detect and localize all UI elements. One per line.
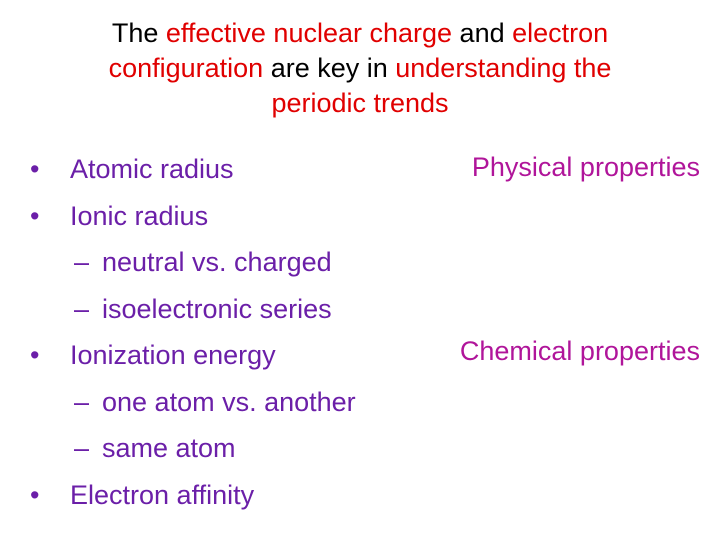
bullet-marker: •	[30, 200, 40, 231]
list-item	[30, 472, 356, 519]
sub-list-item-text: isoelectronic series	[102, 293, 332, 324]
list-item-text: Atomic radius	[70, 154, 234, 184]
title-highlight: configuration	[108, 53, 264, 83]
list-item	[30, 332, 356, 379]
bullet-marker: •	[30, 340, 40, 370]
sub-list-item-text: same atom	[102, 433, 236, 463]
list-item-text: Electron affinity	[70, 479, 255, 510]
dash-marker: –	[74, 386, 90, 417]
title-text: The	[111, 18, 166, 48]
title-text: and	[452, 18, 513, 48]
title-line-3	[0, 86, 720, 121]
sub-list-item	[30, 239, 356, 286]
list-item-text: Ionic radius	[70, 200, 209, 231]
bullet-list	[30, 146, 356, 518]
chemical-properties-label: Chemical properties	[459, 336, 700, 366]
dash-marker: –	[74, 433, 90, 463]
title-text: are key in	[263, 53, 396, 83]
sub-list-item	[30, 286, 356, 333]
physical-properties-label: Physical properties	[471, 152, 700, 182]
bullet-marker: •	[30, 154, 40, 184]
list-item-text: Ionization energy	[70, 340, 276, 370]
sub-list-item-text: neutral vs. charged	[102, 247, 332, 277]
list-item	[30, 146, 356, 193]
title-highlight: periodic trends	[271, 88, 449, 118]
title-highlight: effective nuclear charge	[165, 18, 453, 48]
title-line-1	[0, 16, 720, 51]
title-highlight: electron	[512, 18, 609, 48]
title-highlight: understanding the	[395, 53, 612, 83]
sub-list-item	[30, 379, 356, 426]
dash-marker: –	[74, 293, 90, 324]
sub-list-item-text: one atom vs. another	[102, 386, 356, 417]
slide-title	[0, 16, 720, 121]
title-line-2	[0, 51, 720, 86]
bullet-marker: •	[30, 479, 40, 510]
sub-list-item	[30, 425, 356, 472]
list-item	[30, 193, 356, 240]
dash-marker: –	[74, 247, 90, 277]
